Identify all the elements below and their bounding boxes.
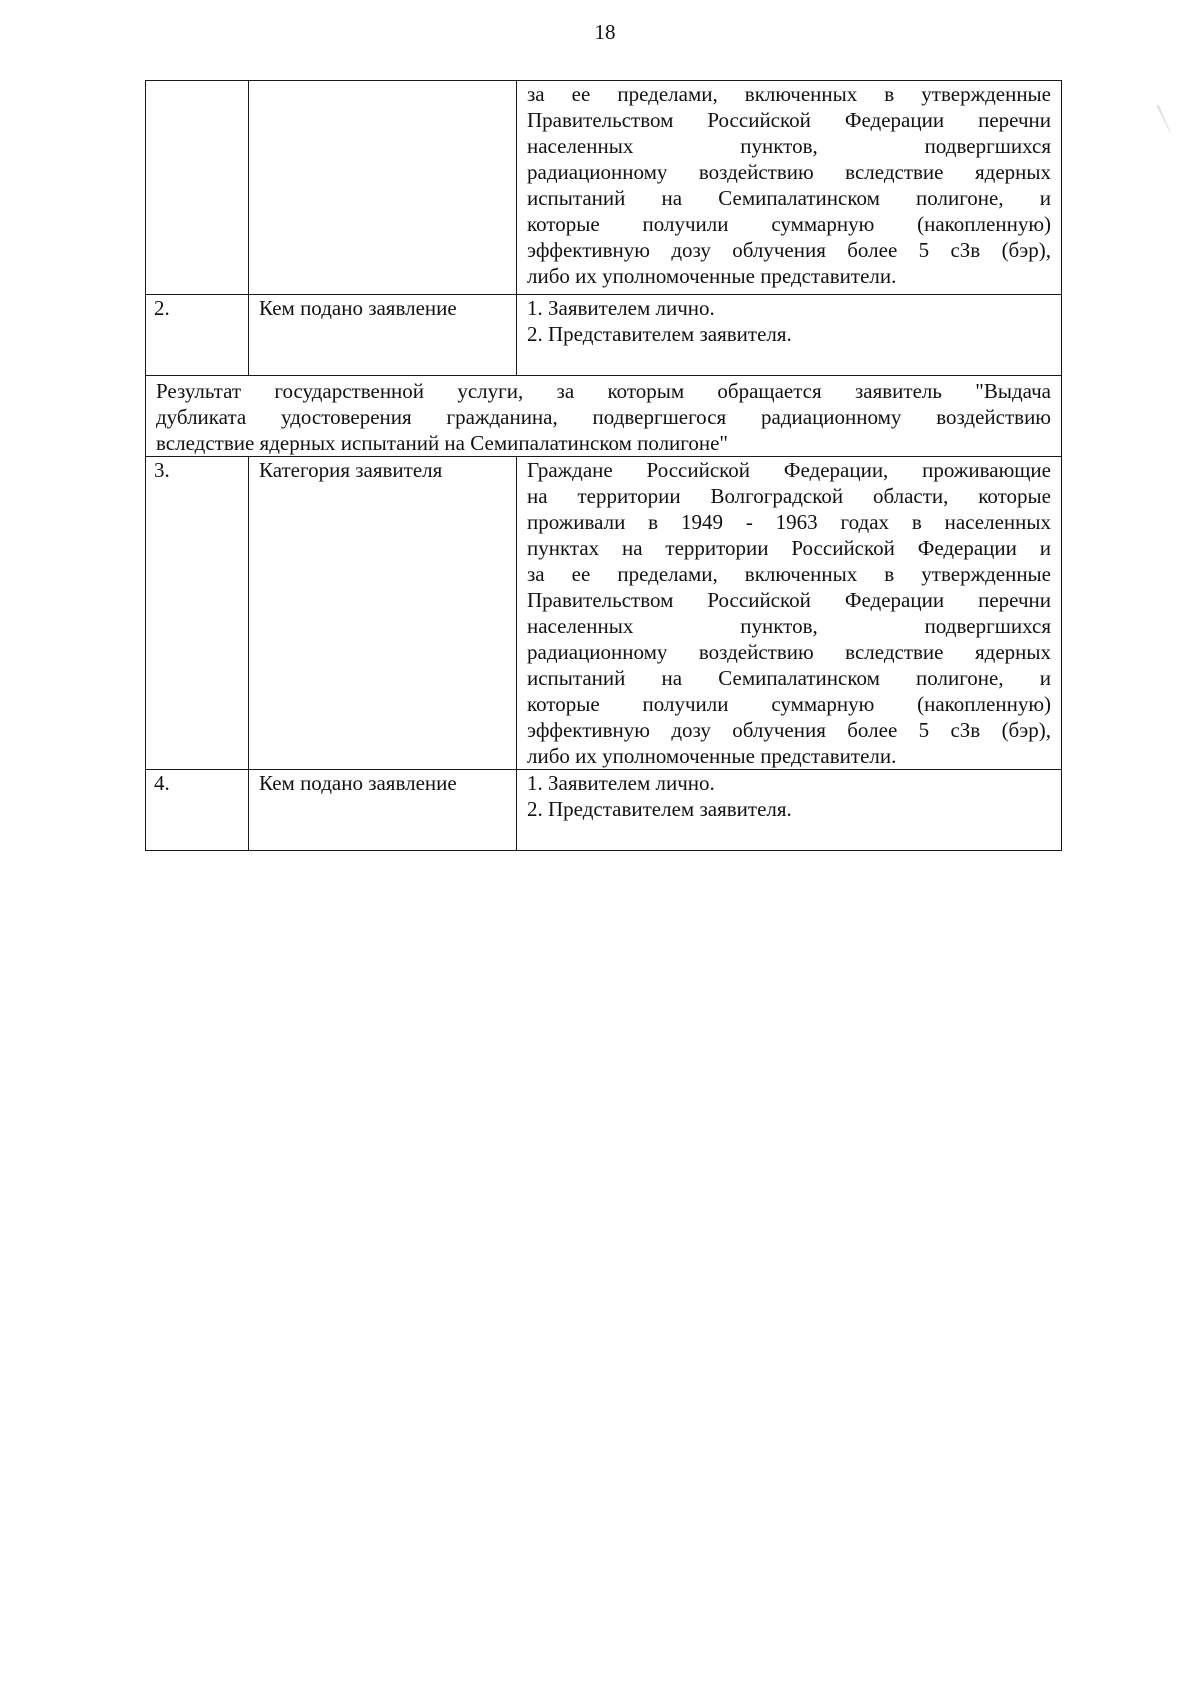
text-line: за ее пределами, включенных в утвержденные — [527, 562, 1051, 586]
text-line: населенных пунктов, подвергшихся — [527, 614, 1051, 638]
text-line: за ее пределами, включенных в утвержденные — [527, 82, 1051, 106]
section-line: дубликата удостоверения гражданина, подвергшегося радиационному воздействию — [156, 405, 1051, 429]
list-item: 1. Заявителем лично. — [527, 296, 715, 320]
list-item: 1. Заявителем лично. — [527, 771, 715, 795]
text-line: либо их уполномоченные представители. — [527, 264, 897, 288]
text-line: радиационному воздействию вследствие ядерных — [527, 640, 1051, 664]
text-line: пунктах на территории Российской Федерации и — [527, 536, 1051, 560]
row-value-cell — [517, 770, 1062, 851]
row-label-cell — [249, 81, 517, 295]
text-line: проживали в 1949 - 1963 годах в населенных — [527, 510, 1051, 534]
table-row-2 — [146, 295, 1062, 376]
section-line: Результат государственной услуги, за которым обращается заявитель "Выдача — [156, 379, 1051, 403]
list-item: 2. Представителем заявителя. — [527, 322, 792, 346]
text-line: Правительством Российской Федерации перечни — [527, 108, 1051, 132]
text-line: либо их уполномоченные представители. — [527, 744, 897, 768]
text-line: Правительством Российской Федерации перечни — [527, 588, 1051, 612]
table-row-4 — [146, 770, 1062, 851]
text-line: испытаний на Семипалатинском полигоне, и — [527, 186, 1051, 210]
table-row-3 — [146, 457, 1062, 770]
scan-mark — [1157, 105, 1171, 133]
row-label: Категория заявителя — [249, 457, 517, 770]
row-label: Кем подано заявление — [249, 295, 517, 376]
row-number: 2. — [146, 295, 249, 376]
section-header-cell — [146, 376, 1062, 457]
list-item: 2. Представителем заявителя. — [527, 797, 792, 821]
row-value-cell — [517, 295, 1062, 376]
text-line: которые получили суммарную (накопленную) — [527, 212, 1051, 236]
row-value-cell — [517, 81, 1062, 295]
page-number: 18 — [594, 20, 616, 44]
text-line: на территории Волгоградской области, которые — [527, 484, 1051, 508]
text-line: Граждане Российской Федерации, проживающие — [527, 458, 1051, 482]
row-number: 3. — [146, 457, 249, 770]
document-table — [145, 80, 1062, 851]
text-line: эффективную дозу облучения более 5 сЗв (бэр), — [527, 718, 1051, 742]
text-line: испытаний на Семипалатинском полигоне, и — [527, 666, 1051, 690]
table-row-continued — [146, 81, 1062, 295]
row-label: Кем подано заявление — [249, 770, 517, 851]
text-line: населенных пунктов, подвергшихся — [527, 134, 1051, 158]
text-line: которые получили суммарную (накопленную) — [527, 692, 1051, 716]
section-header-row — [146, 376, 1062, 457]
row-number: 4. — [146, 770, 249, 851]
text-line: радиационному воздействию вследствие ядерных — [527, 160, 1051, 184]
row-number-cell — [146, 81, 249, 295]
section-line: вследствие ядерных испытаний на Семипалатинском полигоне" — [156, 431, 729, 455]
row-value-cell — [517, 457, 1062, 770]
text-line: эффективную дозу облучения более 5 сЗв (бэр), — [527, 238, 1051, 262]
